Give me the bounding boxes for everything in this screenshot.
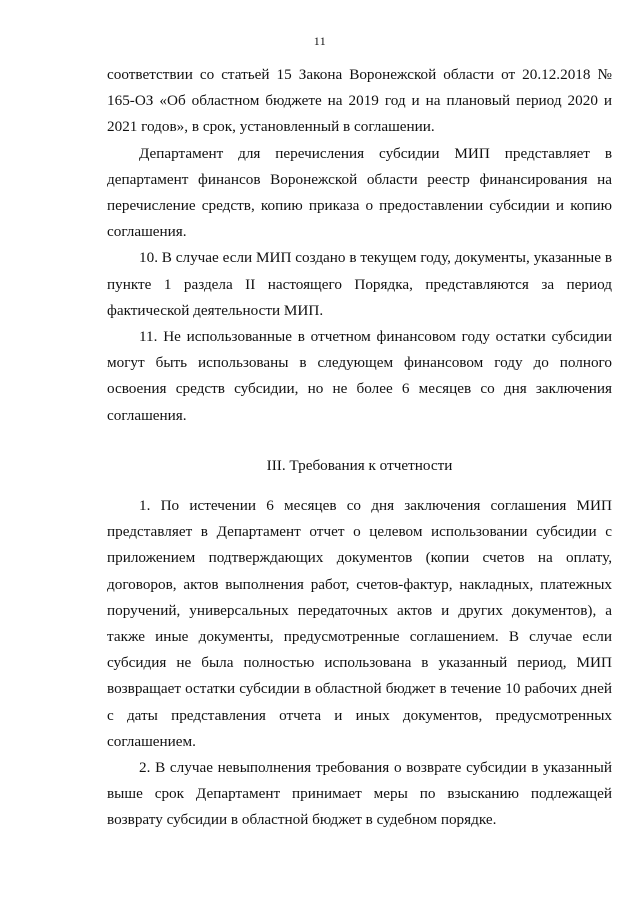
paragraph-reporting-item-2: 2. В случае невыполнения требования о возврате субсидии в указанный выше срок Департамент принимает меры по взысканию подлежащей возврату субсидии в областной бюджет в судебном порядке. <box>107 759 612 829</box>
section-heading: III. Требования к отчетности <box>266 456 453 474</box>
page-number: 11 <box>313 34 327 48</box>
document-body <box>107 62 612 834</box>
paragraph-item-11: 11. Не использованные в отчетном финансовом году остатки субсидии могут быть использованы в следующем финансовом году до полного освоения средств субсидии, но не более 6 месяцев со дня заключения соглашения. <box>107 328 612 424</box>
paragraph-reporting-item-1: 1. По истечении 6 месяцев со дня заключения соглашения МИП представляет в Департамент отчет о целевом использовании субсидии с приложением подтверждающих документов (копии счетов на оплату, договоров, актов выполнения работ, счетов-фактур, накладных, платежных поручений, универсальных передаточных актов и других документов), а также иные документы, предусмотренные соглашением. В случае если субсидия не была полностью использована в указанный период, МИП возвращает остатки субсидии в областной бюджет в течение 10 рабочих дней с даты представления отчета и иных документов, предусмотренных соглашением. <box>107 497 612 750</box>
paragraph-department-transfer: Департамент для перечисления субсидии МИП представляет в департамент финансов Воронежской области реестр финансирования на перечисление средств, копию приказа о предоставлении субсидии и копию соглашения. <box>107 144 612 241</box>
paragraph-continuation: соответствии со статьей 15 Закона Воронежской области от 20.12.2018 № 165-ОЗ «Об областном бюджете на 2019 год и на плановый период 2020 и 2021 годов», в срок, установленный в соглашении. <box>107 66 612 136</box>
paragraph-item-10: 10. В случае если МИП создано в текущем году, документы, указанные в пункте 1 раздела II настоящего Порядка, представляются за период фактической деятельности МИП. <box>107 249 612 319</box>
